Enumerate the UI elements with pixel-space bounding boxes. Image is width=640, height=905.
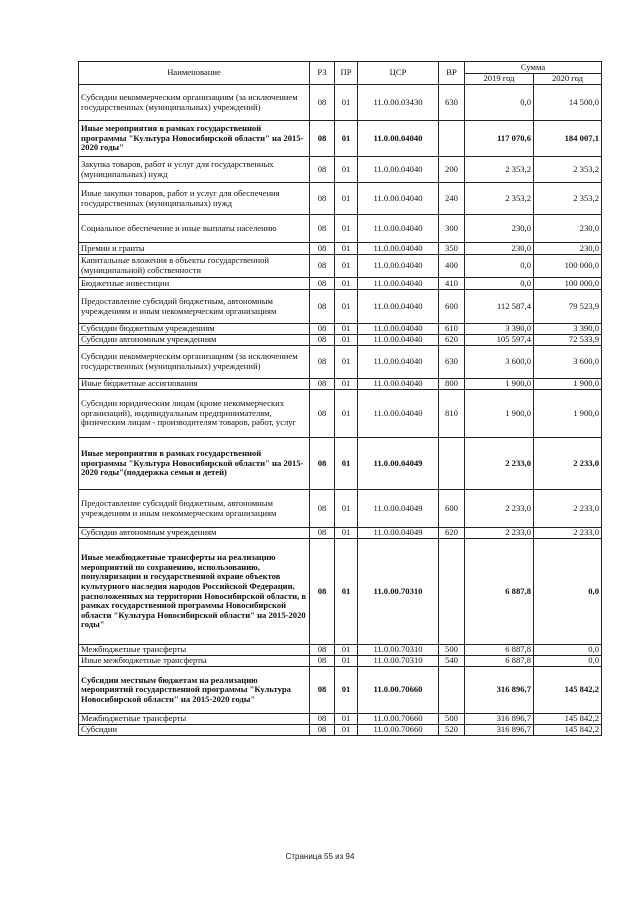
cell-sum-2019: 3 600,0 <box>465 346 534 379</box>
cell-csr: 11.0.00.70660 <box>358 667 439 714</box>
cell-sum-2019: 0,0 <box>465 255 534 278</box>
cell-sum-2019: 2 353,2 <box>465 157 534 183</box>
cell-sum-2019: 112 587,4 <box>465 290 534 324</box>
cell-csr: 11.0.00.04040 <box>358 290 439 324</box>
cell-sum-2019: 316 896,7 <box>465 667 534 714</box>
cell-sum-2020: 14 500,0 <box>534 85 602 121</box>
cell-pr: 01 <box>335 335 358 346</box>
table-row <box>79 490 602 528</box>
cell-csr: 11.0.00.04040 <box>358 390 439 438</box>
cell-name: Субсидии юридическим лицам (кроме некоммерческих организаций), индивидуальным предпринимателям, физическим лицам - производителям товаров, работ, услуг <box>79 390 310 438</box>
cell-sum-2019: 1 900,0 <box>465 379 534 390</box>
cell-sum-2020: 1 900,0 <box>534 379 602 390</box>
cell-name: Субсидии автономным учреждениям <box>79 528 310 539</box>
cell-csr: 11.0.00.70660 <box>358 714 439 725</box>
cell-rz: 08 <box>310 243 335 255</box>
table-body <box>79 85 602 736</box>
table-row <box>79 714 602 725</box>
cell-rz: 08 <box>310 121 335 157</box>
cell-csr: 11.0.00.70660 <box>358 725 439 736</box>
cell-name: Субсидии местным бюджетам на реализацию мероприятий государственной программы "Культура Новосибирской области" на 2015-2020 годы" <box>79 667 310 714</box>
cell-name: Иные межбюджетные трансферты <box>79 656 310 667</box>
cell-vr: 630 <box>439 85 465 121</box>
cell-csr: 11.0.00.70310 <box>358 645 439 656</box>
cell-name: Субсидии некоммерческим организациям (за исключением государственных (муниципальных) учреждений) <box>79 346 310 379</box>
cell-csr: 11.0.00.04040 <box>358 157 439 183</box>
cell-rz: 08 <box>310 278 335 290</box>
cell-sum-2019: 3 390,0 <box>465 324 534 335</box>
cell-pr: 01 <box>335 290 358 324</box>
header-rz: РЗ <box>310 62 335 85</box>
table-row <box>79 438 602 490</box>
table-row <box>79 656 602 667</box>
cell-rz: 08 <box>310 290 335 324</box>
cell-name: Бюджетные инвестиции <box>79 278 310 290</box>
cell-sum-2019: 2 233,0 <box>465 490 534 528</box>
header-name: Наименование <box>79 62 310 85</box>
cell-pr: 01 <box>335 725 358 736</box>
table-row <box>79 157 602 183</box>
cell-sum-2020: 3 600,0 <box>534 346 602 379</box>
header-sum: Сумма <box>465 62 602 74</box>
cell-rz: 08 <box>310 438 335 490</box>
cell-name: Субсидии <box>79 725 310 736</box>
cell-sum-2019: 0,0 <box>465 85 534 121</box>
cell-vr: 400 <box>439 255 465 278</box>
cell-vr <box>439 539 465 645</box>
table-row <box>79 645 602 656</box>
cell-rz: 08 <box>310 528 335 539</box>
cell-sum-2019: 316 896,7 <box>465 714 534 725</box>
cell-vr <box>439 438 465 490</box>
cell-sum-2020: 2 353,2 <box>534 157 602 183</box>
cell-rz: 08 <box>310 324 335 335</box>
table-row <box>79 528 602 539</box>
cell-name: Субсидии автономным учреждениям <box>79 335 310 346</box>
cell-name: Иные бюджетные ассигнования <box>79 379 310 390</box>
table-row <box>79 539 602 645</box>
cell-csr: 11.0.00.04049 <box>358 528 439 539</box>
cell-sum-2020: 145 842,2 <box>534 714 602 725</box>
cell-sum-2020: 100 000,0 <box>534 278 602 290</box>
cell-sum-2019: 105 597,4 <box>465 335 534 346</box>
table-row <box>79 324 602 335</box>
cell-rz: 08 <box>310 379 335 390</box>
cell-pr: 01 <box>335 85 358 121</box>
cell-sum-2020: 2 233,0 <box>534 490 602 528</box>
page-footer: Страница 55 из 94 <box>285 852 355 861</box>
cell-sum-2019: 230,0 <box>465 243 534 255</box>
cell-name: Иные мероприятия в рамках государственной программы "Культура Новосибирской области" на 2015-2020 годы"(поддержка семьи и детей) <box>79 438 310 490</box>
cell-vr: 810 <box>439 390 465 438</box>
cell-pr: 01 <box>335 667 358 714</box>
cell-pr: 01 <box>335 490 358 528</box>
cell-sum-2020: 145 842,2 <box>534 667 602 714</box>
cell-sum-2020: 2 233,0 <box>534 438 602 490</box>
cell-rz: 08 <box>310 490 335 528</box>
cell-name: Социальное обеспечение и иные выплаты населению <box>79 215 310 243</box>
cell-sum-2019: 6 887,8 <box>465 656 534 667</box>
table-row <box>79 667 602 714</box>
table-row <box>79 85 602 121</box>
cell-name: Предоставление субсидий бюджетным, автономным учреждениям и иным некоммерческим организациям <box>79 290 310 324</box>
header-2020: 2020 год <box>534 74 602 85</box>
cell-rz: 08 <box>310 183 335 215</box>
cell-sum-2020: 230,0 <box>534 243 602 255</box>
cell-vr <box>439 121 465 157</box>
cell-pr: 01 <box>335 255 358 278</box>
cell-name: Иные межбюджетные трансферты на реализацию мероприятий по сохранению, использованию, популяризации и государственной охране объектов культурного наследия народов Российской Федерации, расположенных на территории Новосибирской области, в рамках государственной программы Новосибирской области "Культура Новосибирской области" на 2015-2020 годы" <box>79 539 310 645</box>
cell-pr: 01 <box>335 390 358 438</box>
cell-sum-2020: 0,0 <box>534 539 602 645</box>
table-row <box>79 183 602 215</box>
table-row <box>79 243 602 255</box>
table-row <box>79 335 602 346</box>
cell-name: Премии и гранты <box>79 243 310 255</box>
cell-sum-2020: 145 842,2 <box>534 725 602 736</box>
cell-pr: 01 <box>335 379 358 390</box>
cell-pr: 01 <box>335 215 358 243</box>
cell-csr: 11.0.00.04040 <box>358 335 439 346</box>
cell-sum-2020: 100 000,0 <box>534 255 602 278</box>
table-row <box>79 346 602 379</box>
table-row <box>79 390 602 438</box>
cell-sum-2019: 2 233,0 <box>465 438 534 490</box>
cell-csr: 11.0.00.04040 <box>358 215 439 243</box>
cell-sum-2019: 0,0 <box>465 278 534 290</box>
cell-sum-2020: 2 233,0 <box>534 528 602 539</box>
cell-vr: 300 <box>439 215 465 243</box>
cell-pr: 01 <box>335 324 358 335</box>
cell-rz: 08 <box>310 656 335 667</box>
table-row <box>79 379 602 390</box>
cell-csr: 11.0.00.04040 <box>358 255 439 278</box>
cell-rz: 08 <box>310 215 335 243</box>
cell-csr: 11.0.00.70310 <box>358 539 439 645</box>
cell-pr: 01 <box>335 243 358 255</box>
cell-vr: 630 <box>439 346 465 379</box>
cell-rz: 08 <box>310 667 335 714</box>
cell-vr: 200 <box>439 157 465 183</box>
table-row <box>79 121 602 157</box>
cell-csr: 11.0.00.04040 <box>358 379 439 390</box>
header-csr: ЦСР <box>358 62 439 85</box>
cell-vr: 600 <box>439 490 465 528</box>
cell-sum-2020: 1 900,0 <box>534 390 602 438</box>
cell-name: Субсидии некоммерческим организациям (за исключением государственных (муниципальных) учреждений) <box>79 85 310 121</box>
table-row <box>79 725 602 736</box>
cell-pr: 01 <box>335 656 358 667</box>
cell-vr: 540 <box>439 656 465 667</box>
cell-csr: 11.0.00.04040 <box>358 346 439 379</box>
cell-csr: 11.0.00.04040 <box>358 278 439 290</box>
cell-vr: 800 <box>439 379 465 390</box>
cell-sum-2019: 6 887,8 <box>465 539 534 645</box>
cell-vr: 620 <box>439 528 465 539</box>
cell-name: Капитальные вложения в объекты государственной (муниципальной) собственности <box>79 255 310 278</box>
cell-rz: 08 <box>310 255 335 278</box>
cell-sum-2020: 0,0 <box>534 656 602 667</box>
cell-csr: 11.0.00.04040 <box>358 243 439 255</box>
cell-pr: 01 <box>335 157 358 183</box>
cell-sum-2019: 316 896,7 <box>465 725 534 736</box>
cell-pr: 01 <box>335 645 358 656</box>
cell-vr: 520 <box>439 725 465 736</box>
cell-pr: 01 <box>335 183 358 215</box>
cell-sum-2019: 117 070,6 <box>465 121 534 157</box>
cell-pr: 01 <box>335 278 358 290</box>
cell-sum-2019: 2 233,0 <box>465 528 534 539</box>
cell-name: Иные мероприятия в рамках государственной программы "Культура Новосибирской области" на 2015-2020 годы" <box>79 121 310 157</box>
cell-vr: 500 <box>439 714 465 725</box>
cell-rz: 08 <box>310 725 335 736</box>
cell-vr: 240 <box>439 183 465 215</box>
cell-rz: 08 <box>310 346 335 379</box>
cell-csr: 11.0.00.04040 <box>358 121 439 157</box>
cell-rz: 08 <box>310 390 335 438</box>
cell-name: Иные закупки товаров, работ и услуг для обеспечения государственных (муниципальных) нужд <box>79 183 310 215</box>
cell-vr: 350 <box>439 243 465 255</box>
cell-rz: 08 <box>310 85 335 121</box>
cell-name: Межбюджетные трансферты <box>79 645 310 656</box>
table-row <box>79 290 602 324</box>
cell-pr: 01 <box>335 714 358 725</box>
cell-csr: 11.0.00.04040 <box>358 183 439 215</box>
cell-name: Закупка товаров, работ и услуг для государственных (муниципальных) нужд <box>79 157 310 183</box>
table-row <box>79 255 602 278</box>
cell-sum-2020: 230,0 <box>534 215 602 243</box>
cell-pr: 01 <box>335 528 358 539</box>
cell-sum-2019: 6 887,8 <box>465 645 534 656</box>
header-2019: 2019 год <box>465 74 534 85</box>
cell-pr: 01 <box>335 346 358 379</box>
cell-csr: 11.0.00.04049 <box>358 490 439 528</box>
cell-pr: 01 <box>335 539 358 645</box>
cell-sum-2019: 230,0 <box>465 215 534 243</box>
header-vr: ВР <box>439 62 465 85</box>
cell-sum-2020: 79 523,9 <box>534 290 602 324</box>
cell-name: Субсидии бюджетным учреждениям <box>79 324 310 335</box>
table-row <box>79 215 602 243</box>
cell-rz: 08 <box>310 335 335 346</box>
cell-csr: 11.0.00.03430 <box>358 85 439 121</box>
budget-table <box>78 61 602 736</box>
cell-pr: 01 <box>335 438 358 490</box>
cell-rz: 08 <box>310 645 335 656</box>
cell-sum-2020: 0,0 <box>534 645 602 656</box>
cell-rz: 08 <box>310 714 335 725</box>
cell-sum-2020: 3 390,0 <box>534 324 602 335</box>
cell-name: Межбюджетные трансферты <box>79 714 310 725</box>
cell-vr: 620 <box>439 335 465 346</box>
budget-sheet <box>78 61 601 736</box>
cell-csr: 11.0.00.70310 <box>358 656 439 667</box>
cell-vr <box>439 667 465 714</box>
cell-pr: 01 <box>335 121 358 157</box>
cell-sum-2020: 184 007,1 <box>534 121 602 157</box>
cell-sum-2019: 1 900,0 <box>465 390 534 438</box>
cell-name: Предоставление субсидий бюджетным, автономным учреждениям и иным некоммерческим организациям <box>79 490 310 528</box>
header-pr: ПР <box>335 62 358 85</box>
cell-vr: 500 <box>439 645 465 656</box>
cell-vr: 600 <box>439 290 465 324</box>
cell-sum-2020: 72 533,9 <box>534 335 602 346</box>
cell-sum-2020: 2 353,2 <box>534 183 602 215</box>
cell-rz: 08 <box>310 157 335 183</box>
cell-csr: 11.0.00.04049 <box>358 438 439 490</box>
cell-vr: 610 <box>439 324 465 335</box>
table-row <box>79 278 602 290</box>
cell-vr: 410 <box>439 278 465 290</box>
cell-csr: 11.0.00.04040 <box>358 324 439 335</box>
cell-rz: 08 <box>310 539 335 645</box>
cell-sum-2019: 2 353,2 <box>465 183 534 215</box>
